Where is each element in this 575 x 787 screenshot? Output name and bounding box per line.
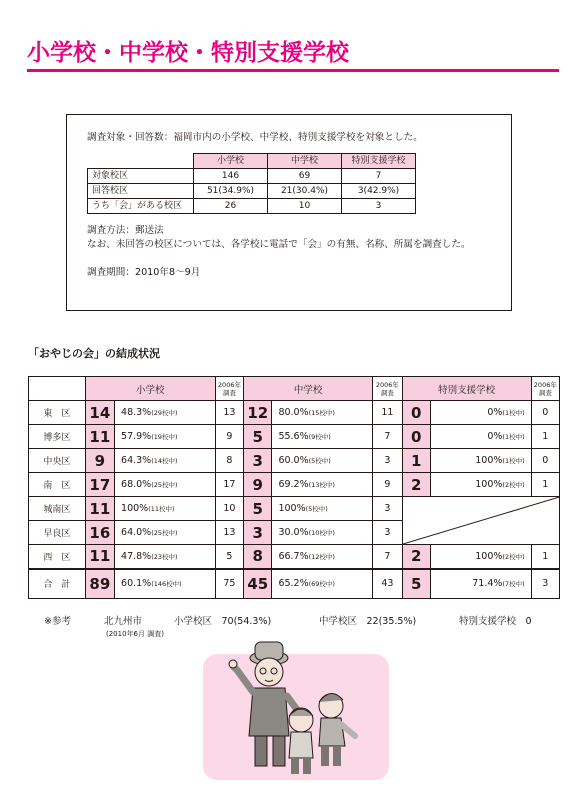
survey-cell: 26 [194, 199, 268, 214]
junior-high-rate: 100%(5校中) [272, 497, 373, 521]
header-elementary: 小学校 [85, 377, 215, 401]
table-row [29, 473, 560, 497]
elementary-rate: 100%(11校中) [115, 497, 216, 521]
table-row [29, 449, 560, 473]
survey-target-line: 調査対象・回答数：福岡市内の小学校、中学校、特別支援学校を対象とした。 [87, 132, 423, 143]
junior-high-count: 5 [244, 497, 272, 521]
elementary-count: 17 [85, 473, 114, 497]
survey-cell: 10 [268, 199, 342, 214]
header-special: 特別支援学校 [402, 377, 531, 401]
junior-high-rate: 60.0%(5校中) [272, 449, 373, 473]
survey-cell: 7 [342, 169, 416, 184]
junior-high-rate: 69.2%(13校中) [272, 473, 373, 497]
table-row [29, 545, 560, 569]
elementary-rate: 68.0%(25校中) [115, 473, 216, 497]
special-rate: 100%(1校中) [430, 449, 531, 473]
special-total: 5 [402, 569, 430, 599]
junior-high-count: 12 [244, 401, 272, 425]
junior-high-total-2006: 43 [373, 569, 402, 599]
elementary-rate: 57.9%(19校中) [115, 425, 216, 449]
elementary-count: 11 [85, 545, 114, 569]
reference-city: 北九州市 [104, 616, 143, 627]
survey-row-label: 回答校区 [88, 184, 194, 199]
district-label: 東 区 [29, 401, 86, 425]
junior-high-2006: 11 [373, 401, 402, 425]
status-table-header [29, 377, 560, 401]
special-rate: 100%(2校中) [430, 545, 531, 569]
header-corner [29, 377, 86, 401]
special-count: 0 [402, 401, 430, 425]
special-count: 2 [402, 545, 430, 569]
elementary-rate: 64.0%(25校中) [115, 521, 216, 545]
elementary-2006: 13 [215, 401, 243, 425]
elementary-rate: 47.8%(23校中) [115, 545, 216, 569]
elementary-count: 11 [85, 425, 114, 449]
special-total-2006: 3 [531, 569, 559, 599]
elementary-2006: 5 [215, 545, 243, 569]
survey-method: 調査方法：郵送法 [87, 225, 164, 236]
survey-header-junior-high: 中学校 [268, 154, 342, 169]
special-2006: 0 [531, 449, 559, 473]
header-year: 2006年 調査 [373, 377, 402, 401]
special-2006: 1 [531, 425, 559, 449]
elementary-total-rate: 60.1%(146校中) [115, 569, 216, 599]
junior-high-rate: 30.0%(10校中) [272, 521, 373, 545]
district-label: 城南区 [29, 497, 86, 521]
special-2006: 0 [531, 401, 559, 425]
elementary-2006: 9 [215, 425, 243, 449]
junior-high-rate: 55.6%(9校中) [272, 425, 373, 449]
junior-high-total: 45 [244, 569, 272, 599]
page-title: 小学校・中学校・特別支援学校 [27, 40, 349, 66]
junior-high-rate: 66.7%(12校中) [272, 545, 373, 569]
survey-row [88, 199, 416, 214]
survey-table [87, 153, 416, 214]
district-label: 早良区 [29, 521, 86, 545]
special-2006: 1 [531, 473, 559, 497]
elementary-rate: 48.3%(29校中) [115, 401, 216, 425]
elementary-count: 14 [85, 401, 114, 425]
special-count: 1 [402, 449, 430, 473]
elementary-2006: 8 [215, 449, 243, 473]
junior-high-2006: 9 [373, 473, 402, 497]
junior-high-count: 3 [244, 449, 272, 473]
junior-high-2006: 3 [373, 497, 402, 521]
junior-high-rate: 80.0%(15校中) [272, 401, 373, 425]
elementary-count: 11 [85, 497, 114, 521]
survey-cell: 3 [342, 199, 416, 214]
elementary-count: 16 [85, 521, 114, 545]
district-label: 南 区 [29, 473, 86, 497]
district-label: 中央区 [29, 449, 86, 473]
special-rate: 0%(1校中) [430, 401, 531, 425]
survey-info-box [66, 114, 512, 311]
special-2006: 1 [531, 545, 559, 569]
junior-high-2006: 7 [373, 425, 402, 449]
elementary-2006: 13 [215, 521, 243, 545]
elementary-total: 89 [85, 569, 114, 599]
reference-special: 特別支援学校 0 [459, 616, 532, 627]
survey-cell: 51(34.9%) [194, 184, 268, 199]
junior-high-2006: 3 [373, 449, 402, 473]
special-not-applicable [402, 497, 559, 545]
survey-row-label: うち「会」がある校区 [88, 199, 194, 214]
reference-junior-high: 中学校区 22(35.5%) [319, 616, 417, 627]
junior-high-total-rate: 65.2%(69校中) [272, 569, 373, 599]
family-walking-illustration [203, 628, 389, 780]
survey-row-label: 対象校区 [88, 169, 194, 184]
survey-cell: 21(30.4%) [268, 184, 342, 199]
reference-elementary: 小学校区 70(54.3%) [174, 616, 272, 627]
elementary-total-2006: 75 [215, 569, 243, 599]
survey-table-corner [88, 154, 194, 169]
table-row [29, 425, 560, 449]
table-row-total [29, 569, 560, 599]
junior-high-count: 9 [244, 473, 272, 497]
survey-method-note: なお、未回答の校区については、各学校に電話で「会」の有無、名称、所属を調査した。 [87, 239, 471, 250]
status-heading: 「おやじの会」の結成状況 [28, 347, 160, 360]
elementary-rate: 64.3%(14校中) [115, 449, 216, 473]
junior-high-count: 3 [244, 521, 272, 545]
survey-row [88, 169, 416, 184]
survey-header-special: 特別支援学校 [342, 154, 416, 169]
elementary-2006: 10 [215, 497, 243, 521]
table-row [29, 401, 560, 425]
reference-line [44, 613, 532, 627]
total-label: 合 計 [29, 569, 86, 599]
survey-row [88, 184, 416, 199]
table-row [29, 497, 560, 521]
status-table [28, 376, 560, 599]
survey-period: 調査期間：2010年8～9月 [87, 267, 201, 278]
junior-high-2006: 7 [373, 545, 402, 569]
junior-high-count: 5 [244, 425, 272, 449]
junior-high-count: 8 [244, 545, 272, 569]
reference-label: ※参考 [44, 616, 71, 627]
special-total-rate: 71.4%(7校中) [430, 569, 531, 599]
survey-header-elementary: 小学校 [194, 154, 268, 169]
district-label: 西 区 [29, 545, 86, 569]
title-rule [27, 69, 559, 72]
reference-note: (2010年6月 調査) [106, 630, 164, 638]
diagonal-slash [403, 497, 559, 544]
header-year: 2006年 調査 [215, 377, 243, 401]
header-junior-high: 中学校 [244, 377, 373, 401]
special-count: 0 [402, 425, 430, 449]
elementary-count: 9 [85, 449, 114, 473]
junior-high-2006: 3 [373, 521, 402, 545]
special-rate: 100%(2校中) [430, 473, 531, 497]
special-rate: 0%(1校中) [430, 425, 531, 449]
header-year: 2006年 調査 [531, 377, 559, 401]
survey-cell: 69 [268, 169, 342, 184]
district-label: 博多区 [29, 425, 86, 449]
survey-cell: 3(42.9%) [342, 184, 416, 199]
elementary-2006: 17 [215, 473, 243, 497]
survey-cell: 146 [194, 169, 268, 184]
special-count: 2 [402, 473, 430, 497]
